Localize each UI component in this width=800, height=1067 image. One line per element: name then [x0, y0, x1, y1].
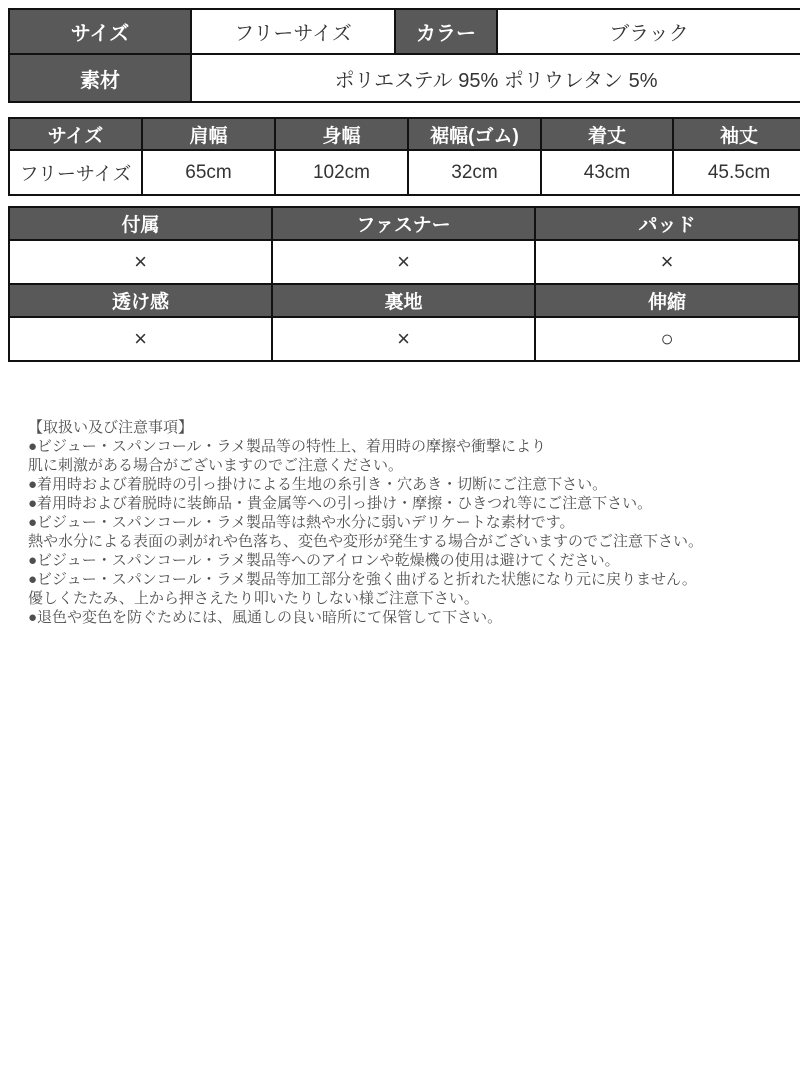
handling-notes-title: 【取扱い及び注意事項】	[28, 419, 194, 436]
handling-note-line: ●ビジュー・スパンコール・ラメ製品等加工部分を強く曲げると折れた状態になり元に戻りません。	[28, 571, 697, 588]
measure-value-shoulder: 65cm	[142, 150, 275, 195]
measurements-table	[8, 117, 800, 196]
feature-value-accessories: ×	[9, 240, 272, 284]
handling-note-line: ●ビジュー・スパンコール・ラメ製品等へのアイロンや乾燥機の使用は避けてください。	[28, 552, 620, 569]
handling-note-line: 優しくたたみ、上から押さえたり叩いたりしない様ご注意下さい。	[28, 590, 479, 607]
features-table	[8, 206, 800, 362]
handling-note-line: 肌に刺激がある場合がございますのでご注意ください。	[28, 457, 404, 474]
handling-note-line: 熱や水分による表面の剥がれや色落ち、変色や変形が発生する場合がございますのでご注意下さい。	[28, 533, 704, 550]
measurements-header-row	[9, 118, 800, 150]
handling-note-line: ●ビジュー・スパンコール・ラメ製品等の特性上、着用時の摩擦や衝撃により	[28, 438, 547, 455]
measure-value-hem: 32cm	[408, 150, 541, 195]
feature-value-fastener: ×	[272, 240, 535, 284]
measure-header-shoulder: 肩幅	[142, 118, 275, 150]
features-header-row-2	[9, 284, 799, 317]
color-header-cell: カラー	[395, 9, 497, 54]
measure-value-sleeve: 45.5cm	[673, 150, 800, 195]
feature-value-pad: ×	[535, 240, 799, 284]
measure-value-body-width: 102cm	[275, 150, 408, 195]
handling-notes	[28, 418, 782, 627]
feature-value-lining: ×	[272, 317, 535, 361]
feature-header-pad: パッド	[535, 207, 799, 240]
handling-note-line: ●退色や変色を防ぐためには、風通しの良い暗所にて保管して下さい。	[28, 609, 503, 626]
handling-note-line: ●ビジュー・スパンコール・ラメ製品等は熱や水分に弱いデリケートな素材です。	[28, 514, 575, 531]
material-header-cell: 素材	[9, 54, 191, 102]
size-value-cell: フリーサイズ	[191, 9, 395, 54]
measure-header-hem: 裾幅(ゴム)	[408, 118, 541, 150]
size-header-cell: サイズ	[9, 9, 191, 54]
measure-value-size: フリーサイズ	[9, 150, 142, 195]
measure-header-body-width: 身幅	[275, 118, 408, 150]
handling-note-line: ●着用時および着脱時に装飾品・貴金属等への引っ掛け・摩擦・ひきつれ等にご注意下さい。	[28, 495, 653, 512]
features-value-row-1	[9, 240, 799, 284]
handling-note-line: ●着用時および着脱時の引っ掛けによる生地の糸引き・穴あき・切断にご注意下さい。	[28, 476, 608, 493]
feature-header-stretch: 伸縮	[535, 284, 799, 317]
measurements-value-row	[9, 150, 800, 195]
features-value-row-2	[9, 317, 799, 361]
material-value-cell: ポリエステル 95% ポリウレタン 5%	[191, 54, 800, 102]
feature-header-sheerness: 透け感	[9, 284, 272, 317]
feature-header-lining: 裏地	[272, 284, 535, 317]
features-header-row-1	[9, 207, 799, 240]
color-value-cell: ブラック	[497, 9, 800, 54]
measure-header-length: 着丈	[541, 118, 673, 150]
measure-value-length: 43cm	[541, 150, 673, 195]
feature-header-fastener: ファスナー	[272, 207, 535, 240]
feature-value-stretch: ○	[535, 317, 799, 361]
measure-header-sleeve: 袖丈	[673, 118, 800, 150]
feature-header-accessories: 付属	[9, 207, 272, 240]
size-color-material-table	[8, 8, 800, 103]
feature-value-sheerness: ×	[9, 317, 272, 361]
measure-header-size: サイズ	[9, 118, 142, 150]
